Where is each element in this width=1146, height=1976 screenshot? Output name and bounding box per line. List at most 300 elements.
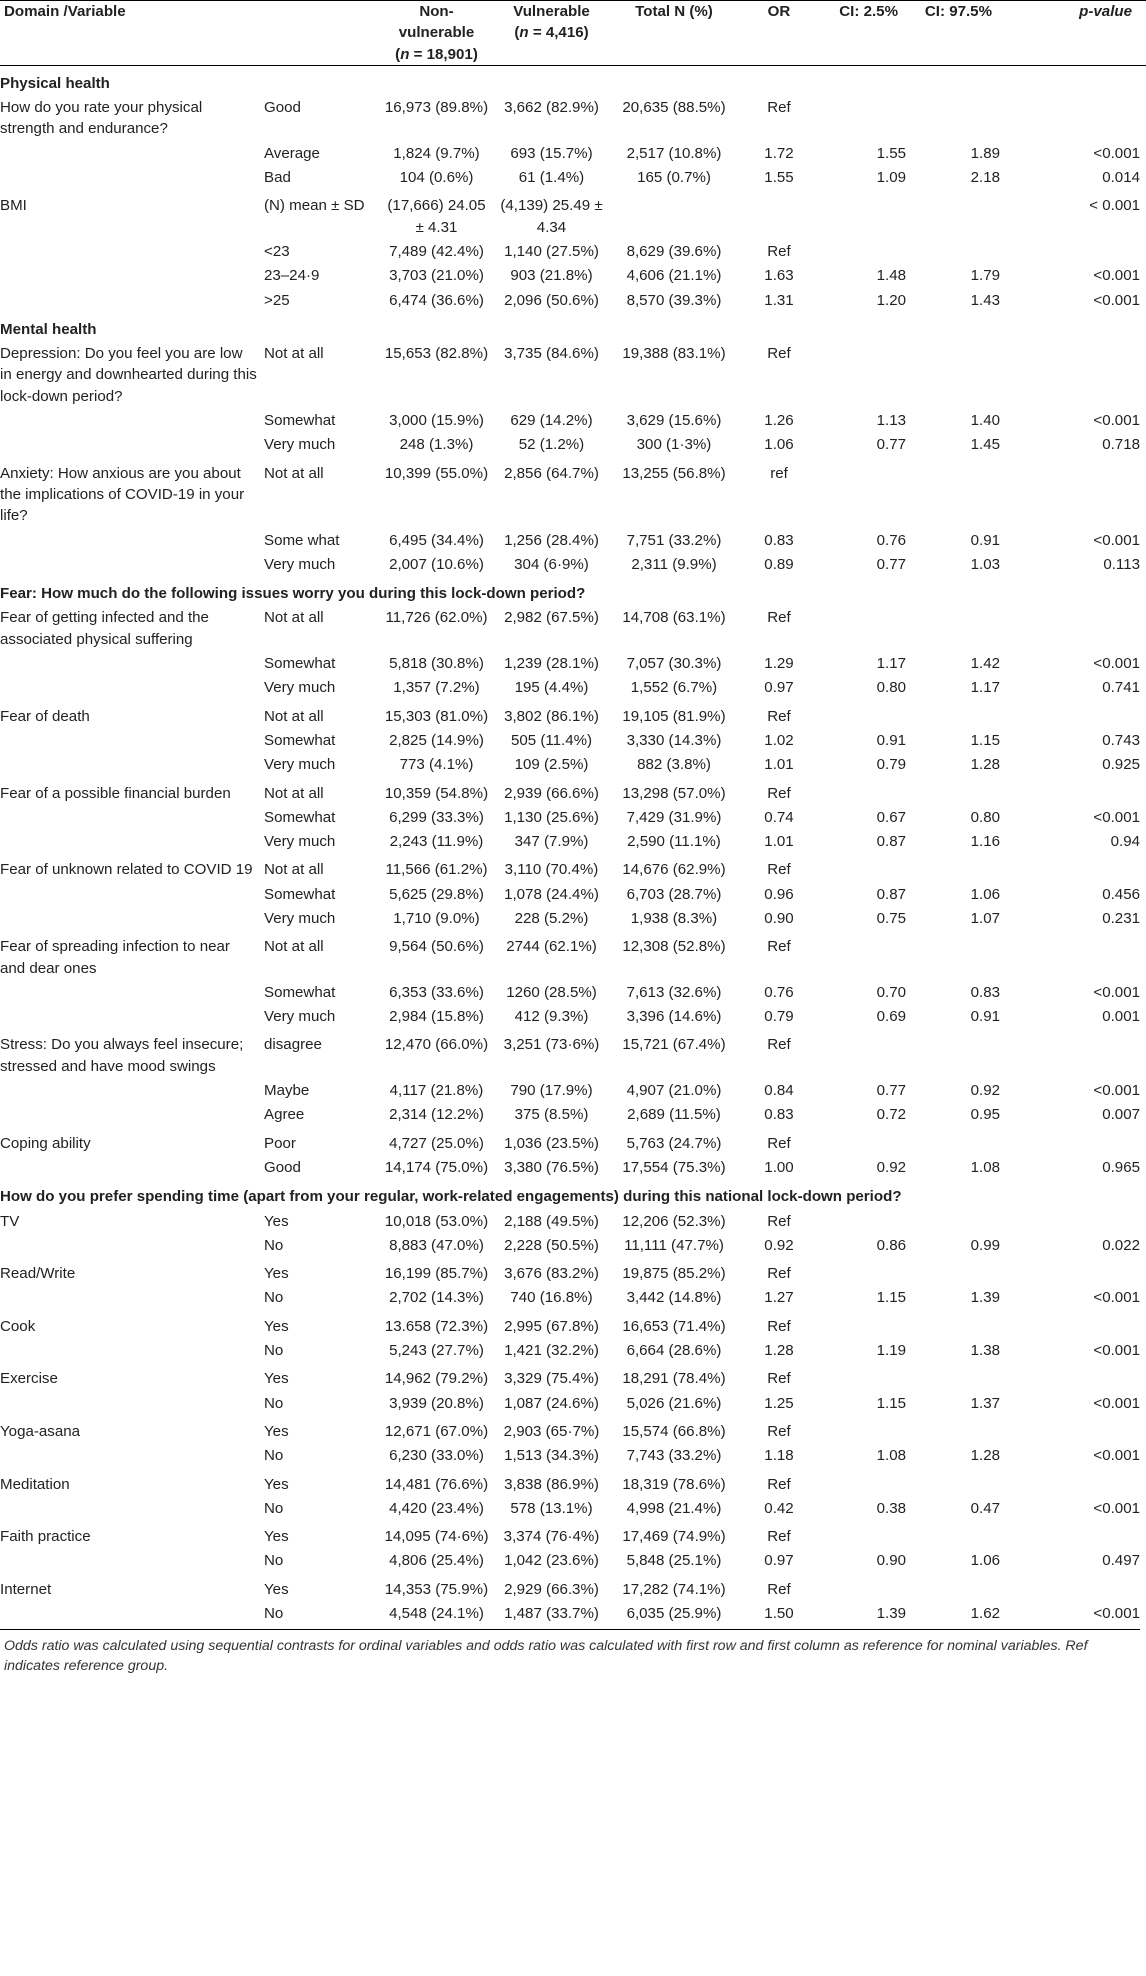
cell-ci-high (912, 1127, 1006, 1155)
cell-level: Very much (264, 679, 336, 697)
cell-level: Not at all (264, 609, 324, 627)
cell-total: 6,703 (28.7%) (626, 885, 722, 903)
cell-nonvulnerable: 14,095 (74·6%) (384, 1528, 489, 1546)
cell-total: 4,606 (21.1%) (626, 267, 722, 285)
cell-vulnerable: 3,735 (84.6%) (504, 345, 599, 363)
variable-label (0, 805, 264, 829)
cell-pvalue: 0.497 (1102, 1552, 1140, 1570)
cell-ci-low: 1.20 (876, 291, 906, 309)
section-heading: Physical health (0, 74, 110, 92)
variable-label (0, 1391, 264, 1415)
cell-pvalue: <0.001 (1093, 1499, 1140, 1517)
cell-nonvulnerable: 4,806 (25.4%) (389, 1552, 484, 1570)
cell-total: 8,570 (39.3%) (626, 291, 722, 309)
cell-level: Yes (264, 1528, 289, 1546)
cell-ci-high (912, 1573, 1006, 1601)
table-row (0, 605, 1146, 651)
cell-total: 12,206 (52.3%) (622, 1212, 726, 1230)
cell-nonvulnerable: 11,726 (62.0%) (385, 609, 488, 627)
variable-label: Fear of unknown related to COVID 19 (0, 861, 253, 879)
variable-label (0, 408, 264, 432)
cell-vulnerable: 3,802 (86.1%) (504, 707, 599, 725)
cell-vulnerable: 505 (11.4%) (510, 731, 593, 749)
cell-pvalue: <0.001 (1093, 1447, 1140, 1465)
cell-nonvulnerable: 13.658 (72.3%) (384, 1317, 489, 1335)
cell-nonvulnerable: 5,818 (30.8%) (389, 655, 484, 673)
cell-ci-low (822, 930, 912, 980)
cell-or: Ref (767, 707, 791, 725)
cell-or: 0.97 (764, 1552, 794, 1570)
table-row (0, 1496, 1146, 1520)
cell-ci-low: 1.17 (876, 655, 906, 673)
cell-ci-high: 1.42 (970, 655, 1000, 673)
cell-level: No (264, 1289, 284, 1307)
cell-ci-high: 1.43 (970, 291, 1000, 309)
table-row (0, 552, 1146, 576)
cell-vulnerable: 693 (15.7%) (510, 144, 593, 162)
cell-total: 2,689 (11.5%) (627, 1106, 721, 1124)
cell-ci-high: 1.03 (970, 555, 1000, 573)
cell-ci-low: 0.75 (876, 909, 906, 927)
cell-total: 14,676 (62.9%) (622, 861, 726, 879)
cell-vulnerable: 2,995 (67.8%) (504, 1317, 599, 1335)
cell-nonvulnerable: (17,666) 24.05 ± 4.31 (387, 197, 486, 236)
cell-pvalue: 0.925 (1102, 756, 1140, 774)
cell-nonvulnerable: 6,474 (36.6%) (389, 291, 484, 309)
cell-ci-low: 0.87 (876, 833, 906, 851)
cell-nonvulnerable: 2,702 (14.3%) (389, 1289, 484, 1307)
variable-label (0, 651, 264, 675)
variable-label (0, 752, 264, 776)
cell-level: Yes (264, 1475, 289, 1493)
cell-nonvulnerable: 12,671 (67.0%) (384, 1422, 489, 1440)
cell-ci-high: 0.83 (970, 983, 1000, 1001)
cell-vulnerable: 629 (14.2%) (510, 412, 593, 430)
cell-vulnerable: 347 (7.9%) (514, 833, 589, 851)
table-row (0, 675, 1146, 699)
cell-level: Somewhat (264, 731, 336, 749)
cell-or: 0.90 (764, 909, 794, 927)
cell-or: 0.92 (764, 1236, 794, 1254)
cell-pvalue: <0.001 (1093, 267, 1140, 285)
cell-pvalue (1006, 1310, 1146, 1338)
table-row (0, 1285, 1146, 1309)
cell-or: 1.26 (764, 412, 794, 430)
cell-total: 6,664 (28.6%) (626, 1342, 722, 1360)
cell-pvalue: 0.743 (1102, 731, 1140, 749)
variable-label (0, 432, 264, 456)
cell-vulnerable: 790 (17.9%) (510, 1082, 593, 1100)
table-body (0, 65, 1146, 1625)
cell-or: 1.25 (764, 1394, 794, 1412)
cell-vulnerable: 3,380 (76.5%) (504, 1158, 599, 1176)
table-row (0, 829, 1146, 853)
variable-label: Stress: Do you always feel insecure; stressed and have mood swings (0, 1036, 244, 1075)
cell-pvalue (1006, 1415, 1146, 1443)
cell-pvalue (1006, 1573, 1146, 1601)
cell-level: No (264, 1342, 284, 1360)
cell-pvalue (1006, 457, 1146, 528)
cell-level: Bad (264, 169, 291, 187)
cell-nonvulnerable: 1,710 (9.0%) (393, 909, 480, 927)
cell-total: 18,291 (78.4%) (622, 1370, 726, 1388)
cell-ci-high (912, 189, 1006, 239)
table-row (0, 777, 1146, 805)
cell-level: Somewhat (264, 808, 336, 826)
cell-or: 1.31 (764, 291, 794, 309)
cell-level: Very much (264, 756, 336, 774)
table-row (0, 1520, 1146, 1548)
cell-ci-low (822, 457, 912, 528)
cell-nonvulnerable: 14,174 (75.0%) (384, 1158, 489, 1176)
cell-total: 19,105 (81.9%) (622, 707, 726, 725)
variable-label: Depression: Do you feel you are low in energy and downhearted during this lock-down period? (0, 345, 257, 405)
cell-total: 15,721 (67.4%) (622, 1036, 726, 1054)
cell-pvalue: <0.001 (1093, 1082, 1140, 1100)
variable-label (0, 1601, 264, 1625)
variable-label: Fear of death (0, 707, 90, 725)
cell-level: Yes (264, 1422, 289, 1440)
cell-level: Somewhat (264, 655, 336, 673)
cell-vulnerable: 3,251 (73·6%) (503, 1036, 600, 1054)
cell-or: 0.79 (764, 1008, 794, 1026)
cell-total: 11,111 (47.7%) (624, 1236, 724, 1254)
section-row (0, 1179, 1146, 1208)
cell-ci-low (822, 1362, 912, 1390)
variable-label (0, 1285, 264, 1309)
variable-label: Yoga-asana (0, 1422, 81, 1440)
cell-or: Ref (767, 1370, 791, 1388)
cell-vulnerable: 1,087 (24.6%) (504, 1394, 599, 1412)
cell-vulnerable: 1,421 (32.2%) (504, 1342, 599, 1360)
cell-nonvulnerable: 6,299 (33.3%) (389, 808, 484, 826)
cell-or: 1.55 (764, 169, 794, 187)
cell-nonvulnerable: 1,357 (7.2%) (393, 679, 480, 697)
cell-level: <23 (264, 242, 290, 260)
cell-ci-high (912, 1028, 1006, 1078)
cell-vulnerable: 2,982 (67.5%) (504, 609, 599, 627)
cell-ci-low: 1.09 (876, 169, 906, 187)
variable-label (0, 1155, 264, 1179)
header-pvalue: p-value (1006, 1, 1146, 66)
variable-label: Meditation (0, 1475, 70, 1493)
cell-or: Ref (767, 1422, 791, 1440)
cell-total: 6,035 (25.9%) (626, 1605, 722, 1622)
cell-level: (N) mean ± SD (264, 197, 365, 215)
table-row (0, 1102, 1146, 1126)
cell-total: 2,590 (11.1%) (627, 833, 721, 851)
cell-ci-high: 1.15 (970, 731, 1000, 749)
cell-ci-high (912, 1468, 1006, 1496)
cell-pvalue (1006, 1127, 1146, 1155)
cell-level: Somewhat (264, 885, 336, 903)
cell-nonvulnerable: 7,489 (42.4%) (389, 242, 484, 260)
cell-pvalue (1006, 700, 1146, 728)
cell-pvalue (1006, 1257, 1146, 1285)
cell-level: Yes (264, 1265, 289, 1283)
cell-ci-high: 1.79 (970, 267, 1000, 285)
cell-nonvulnerable: 10,399 (55.0%) (384, 464, 489, 482)
cell-ci-high (912, 930, 1006, 980)
table-row (0, 1155, 1146, 1179)
table-row (0, 1209, 1146, 1233)
cell-total: 7,751 (33.2%) (626, 531, 722, 549)
cell-pvalue (1006, 341, 1146, 408)
table-row (0, 1391, 1146, 1415)
table-row (0, 341, 1146, 408)
cell-pvalue: 0.718 (1102, 436, 1140, 454)
cell-nonvulnerable: 3,939 (20.8%) (389, 1394, 484, 1412)
cell-ci-high: 1.45 (970, 436, 1000, 454)
cell-total: 17,554 (75.3%) (622, 1158, 726, 1176)
cell-total: 13,255 (56.8%) (622, 464, 726, 482)
cell-total: 7,613 (32.6%) (626, 983, 722, 1001)
cell-or: 0.83 (764, 1106, 794, 1124)
cell-vulnerable: 3,374 (76·4%) (503, 1528, 600, 1546)
cell-ci-low (822, 700, 912, 728)
variable-label: How do you rate your physical strength and endurance? (0, 99, 203, 138)
cell-vulnerable: 3,329 (75.4%) (504, 1370, 599, 1388)
cell-nonvulnerable: 9,564 (50.6%) (389, 938, 484, 956)
cell-level: Very much (264, 909, 336, 927)
cell-vulnerable: 740 (16.8%) (510, 1289, 593, 1307)
cell-ci-low (822, 1209, 912, 1233)
table-row (0, 239, 1146, 263)
cell-level: Good (264, 99, 301, 117)
cell-level: Not at all (264, 938, 324, 956)
variable-label: Faith practice (0, 1528, 91, 1546)
cell-ci-low (822, 1127, 912, 1155)
cell-ci-high: 1.39 (970, 1289, 1000, 1307)
variable-label (0, 1233, 264, 1257)
table-row (0, 906, 1146, 930)
cell-nonvulnerable: 4,727 (25.0%) (389, 1134, 484, 1152)
cell-ci-high: 0.47 (970, 1499, 1000, 1517)
variable-label (0, 165, 264, 189)
cell-pvalue (1006, 605, 1146, 651)
cell-total: 1,938 (8.3%) (630, 909, 718, 927)
variable-label (0, 1338, 264, 1362)
cell-nonvulnerable: 2,243 (11.9%) (389, 833, 484, 851)
cell-total: 300 (1·3%) (636, 436, 712, 454)
cell-nonvulnerable: 10,018 (53.0%) (384, 1212, 489, 1230)
cell-or: ref (770, 464, 788, 482)
cell-total: 4,907 (21.0%) (626, 1082, 722, 1100)
cell-level: No (264, 1552, 284, 1570)
cell-or (742, 189, 822, 239)
table-row (0, 651, 1146, 675)
cell-ci-low (822, 1028, 912, 1078)
variable-label: Read/Write (0, 1265, 76, 1283)
table-row (0, 1004, 1146, 1028)
table-row (0, 1415, 1146, 1443)
cell-or: Ref (767, 1317, 791, 1335)
cell-vulnerable: 3,676 (83.2%) (504, 1265, 599, 1283)
cell-ci-high: 1.17 (970, 679, 1000, 697)
cell-vulnerable: (4,139) 25.49 ± 4.34 (500, 197, 603, 236)
variable-label: Internet (0, 1580, 52, 1598)
variable-label: BMI (0, 197, 27, 215)
cell-or: Ref (767, 938, 791, 956)
cell-nonvulnerable: 16,973 (89.8%) (384, 99, 489, 117)
cell-ci-high (912, 1310, 1006, 1338)
cell-vulnerable: 228 (5.2%) (514, 909, 589, 927)
cell-nonvulnerable: 2,007 (10.6%) (389, 555, 484, 573)
cell-vulnerable: 2,228 (50.5%) (504, 1236, 599, 1254)
cell-vulnerable: 2,096 (50.6%) (504, 291, 599, 309)
cell-vulnerable: 1,130 (25.6%) (504, 808, 599, 826)
variable-label: Fear of getting infected and the associated physical suffering (0, 609, 209, 648)
table-row (0, 853, 1146, 881)
variable-label (0, 1443, 264, 1467)
cell-or: 0.42 (764, 1499, 794, 1517)
cell-or: 0.89 (764, 555, 794, 573)
cell-vulnerable: 3,662 (82.9%) (504, 99, 599, 117)
cell-level: No (264, 1236, 284, 1254)
cell-pvalue (1006, 1468, 1146, 1496)
cell-vulnerable: 903 (21.8%) (510, 267, 593, 285)
cell-ci-low: 1.15 (876, 1394, 906, 1412)
cell-total: 14,708 (63.1%) (622, 609, 726, 627)
cell-total: 19,388 (83.1%) (622, 345, 726, 363)
cell-or: Ref (767, 609, 791, 627)
cell-vulnerable: 1260 (28.5%) (506, 983, 597, 1001)
cell-ci-high (912, 700, 1006, 728)
cell-ci-high: 1.16 (970, 833, 1000, 851)
cell-pvalue: <0.001 (1093, 1342, 1140, 1360)
cell-vulnerable: 2,939 (66.6%) (504, 784, 599, 802)
variable-label (0, 829, 264, 853)
cell-nonvulnerable: 15,303 (81.0%) (384, 707, 489, 725)
cell-level: Somewhat (264, 983, 336, 1001)
cell-nonvulnerable: 1,824 (9.7%) (393, 144, 480, 162)
cell-nonvulnerable: 12,470 (66.0%) (384, 1036, 489, 1054)
section-row (0, 576, 1146, 605)
table-row (0, 700, 1146, 728)
cell-pvalue: <0.001 (1093, 144, 1140, 162)
cell-level: Good (264, 1158, 301, 1176)
cell-ci-high: 1.28 (970, 1447, 1000, 1465)
cell-ci-high: 1.40 (970, 412, 1000, 430)
cell-or: 0.84 (764, 1082, 794, 1100)
cell-ci-low: 0.86 (876, 1236, 906, 1254)
cell-or: Ref (767, 1580, 791, 1598)
variable-label (0, 1102, 264, 1126)
cell-level: Very much (264, 555, 336, 573)
cell-pvalue: <0.001 (1093, 808, 1140, 826)
cell-ci-high: 0.99 (970, 1236, 1000, 1254)
cell-total: 13,298 (57.0%) (622, 784, 726, 802)
cell-total: 17,282 (74.1%) (622, 1580, 726, 1598)
cell-nonvulnerable: 773 (4.1%) (399, 756, 474, 774)
cell-pvalue: 0.113 (1103, 555, 1140, 573)
cell-pvalue: 0.231 (1102, 909, 1140, 927)
cell-nonvulnerable: 2,314 (12.2%) (389, 1106, 484, 1124)
cell-or: 0.83 (764, 531, 794, 549)
cell-vulnerable: 109 (2.5%) (514, 756, 589, 774)
variable-label: Exercise (0, 1370, 58, 1388)
cell-ci-high: 2.18 (970, 169, 1000, 187)
table-row (0, 189, 1146, 239)
cell-ci-low: 0.92 (876, 1158, 906, 1176)
cell-ci-low (822, 1415, 912, 1443)
cell-ci-high (912, 1362, 1006, 1390)
cell-level: >25 (264, 291, 290, 309)
table-row (0, 1362, 1146, 1390)
cell-pvalue: 0.965 (1102, 1158, 1140, 1176)
table-row (0, 1548, 1146, 1572)
cell-ci-low: 0.80 (876, 679, 906, 697)
cell-pvalue: <0.001 (1093, 655, 1140, 673)
cell-ci-high: 0.92 (970, 1082, 1000, 1100)
cell-pvalue: <0.001 (1093, 412, 1140, 430)
cell-total: 3,396 (14.6%) (626, 1008, 722, 1026)
cell-or: 1.02 (764, 731, 794, 749)
cell-vulnerable: 375 (8.5%) (514, 1106, 589, 1124)
cell-or: 0.76 (764, 983, 794, 1001)
cell-ci-high: 1.38 (970, 1342, 1000, 1360)
cell-ci-low (822, 605, 912, 651)
variable-label (0, 288, 264, 312)
cell-ci-high (912, 95, 1006, 141)
cell-nonvulnerable: 104 (0.6%) (399, 169, 474, 187)
cell-ci-high: 1.06 (970, 1552, 1000, 1570)
cell-total: 12,308 (52.8%) (622, 938, 726, 956)
table-row (0, 457, 1146, 528)
table-row (0, 728, 1146, 752)
table-row (0, 1257, 1146, 1285)
variable-label (0, 675, 264, 699)
section-heading: Mental health (0, 320, 97, 338)
cell-total: 2,517 (10.8%) (626, 144, 722, 162)
variable-label (0, 1078, 264, 1102)
cell-or: 1.72 (764, 144, 794, 162)
variable-label: Coping ability (0, 1134, 91, 1152)
cell-pvalue (1006, 239, 1146, 263)
cell-total: 2,311 (9.9%) (631, 555, 717, 573)
cell-ci-low: 0.91 (876, 731, 906, 749)
variable-label (0, 528, 264, 552)
cell-ci-low: 1.39 (876, 1605, 906, 1622)
cell-level: Very much (264, 833, 336, 851)
cell-total: 20,635 (88.5%) (622, 99, 726, 117)
cell-total: 8,629 (39.6%) (626, 242, 722, 260)
cell-or: 1.01 (764, 756, 794, 774)
cell-pvalue: 0.001 (1102, 1008, 1140, 1026)
cell-vulnerable: 1,042 (23.6%) (504, 1552, 599, 1570)
cell-total: 1,552 (6.7%) (630, 679, 718, 697)
table-header (0, 1, 1146, 66)
table-row (0, 141, 1146, 165)
table-row (0, 95, 1146, 141)
table-row (0, 1233, 1146, 1257)
table-row (0, 1078, 1146, 1102)
variable-label (0, 882, 264, 906)
cell-nonvulnerable: 16,199 (85.7%) (384, 1265, 489, 1283)
variable-label (0, 141, 264, 165)
cell-ci-high: 1.08 (970, 1158, 1000, 1176)
cell-vulnerable: 1,078 (24.4%) (504, 885, 599, 903)
variable-label (0, 980, 264, 1004)
cell-ci-low: 0.77 (876, 436, 906, 454)
variable-label: Anxiety: How anxious are you about the implications of COVID-19 in your life? (0, 464, 245, 525)
cell-vulnerable: 195 (4.4%) (514, 679, 589, 697)
table-row (0, 805, 1146, 829)
cell-ci-low (822, 777, 912, 805)
cell-ci-low (822, 189, 912, 239)
cell-total: 3,330 (14.3%) (626, 731, 722, 749)
cell-pvalue (1006, 1028, 1146, 1078)
